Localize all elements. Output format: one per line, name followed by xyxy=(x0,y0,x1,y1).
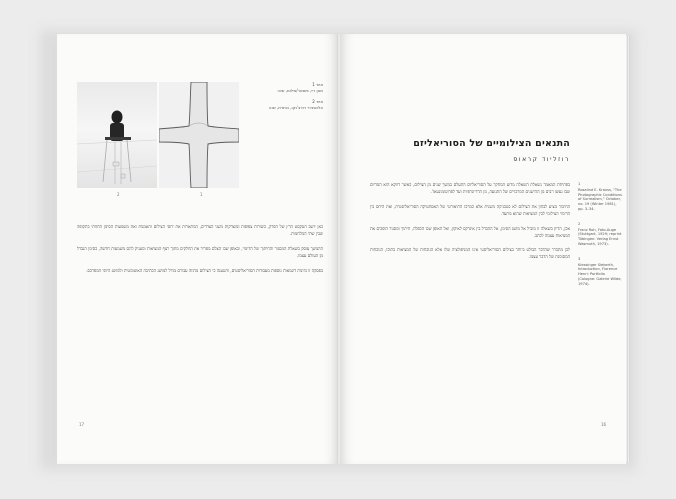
page-number: 17 xyxy=(79,422,85,427)
figure-captions xyxy=(253,82,323,116)
body-paragraph: כאן יושב הטקסט הרץ של הפרק, בשורות צפופות ומוצדקות משני הצדדים, המתארות את יחסי הצילום והאמנות ואת משמעות הסימן החזותי בתקופה שבין שתי המלחמות. xyxy=(77,224,323,236)
caption-number: איור 2 xyxy=(312,99,323,104)
note-text: Franz Roh, Foto-Auge (Stuttgart, 1929; reprint Tübingen: Verlag Ernst Wasmuth, 1973). xyxy=(578,227,622,246)
page-number: 16 xyxy=(601,422,607,427)
body-paragraph: החיבור מציע לבחון את הצילום לא כטכניקה משנית אלא כמרכז התיאורטי של האסתטיקה הסוריאליסטית, ואת היחס בין הדימוי הצילומי לבין המציאות שהוא מתעד. xyxy=(370,203,570,216)
note-text: Kiessinger Sieberth, Introduction, Florence Henri: Portfolio (Cologne: Galerie Wilde, 1974). xyxy=(578,262,622,286)
open-book xyxy=(57,34,626,464)
left-page xyxy=(57,34,338,464)
photo-label: 2 xyxy=(117,192,120,197)
side-note xyxy=(578,257,622,287)
photo-cross-silhouette xyxy=(159,82,239,188)
caption-number: איור 1 xyxy=(312,82,323,87)
body-paragraph: בפתיחת המאמר נשאלת השאלה מדוע המחקר על הסוריאליזם התעלם במשך שנים מן הצילום, כאשר דווקא הוא המדיום שבו נעשו רבים מן ההישגים המרכזיים של התנועה, מן הרדיוגרפיות ועד לפרוטומונטאז'. xyxy=(370,182,570,194)
side-notes xyxy=(578,182,622,297)
body-paragraph: בפסקה זו נדונות דוגמאות נוספות מעבודות הסוריאליסטים, והטענה כי הצילום מהווה עבורם מודל למושג הכתיבה האוטומטית ולמושג היופי המפרכס. xyxy=(86,267,323,273)
note-number: 1 xyxy=(578,182,581,186)
side-note xyxy=(578,222,622,247)
right-page xyxy=(340,34,626,464)
note-text: Rosalind E. Krauss, "The Photographic Conditions of Surrealism," October, no. 19 (Winter 1981), pp. 3–34. xyxy=(578,187,622,211)
body-paragraph: אכן, הדיון בשאלה זו מוביל אל מושג הסימן, אל ההבדל בין אינדקס לאיקון, ואל האופן שבו הכפלה, חיתוך ומסגור הופכים את המציאות עצמה לכתב. xyxy=(370,225,570,238)
photo-label: 1 xyxy=(200,192,203,197)
left-body-text xyxy=(77,224,323,279)
caption-text: אלכסנדר רודצ'נקו, כותרת, שנה xyxy=(268,105,323,110)
page-edge xyxy=(626,36,630,462)
side-note xyxy=(578,182,622,212)
body-paragraph: לכן מתברר שהדבר הבולט ביותר בצילום הסוריאליסטי אינו המניפולציה שלו אלא הנוכחות של המציאות בתוכו, הנוכחות המסומנת של הדבר עצמו. xyxy=(370,247,570,260)
article-author: רוזליוד קראוס xyxy=(513,156,570,163)
body-paragraph: ההמשך עוסק בשאלת המסגור והחיתוך של הדימוי, ובאופן שבו הצלם מפריד את החלקים מתוך רצף המציאות ומעניק להם משמעות חדשה, כסימן הנבדל מן העולם עצמו. xyxy=(77,245,323,258)
article-title: התנאים הצילומיים של הסוריאליזם xyxy=(413,138,570,149)
caption-text: מאן ריי, פוסטר/צילום, שנה xyxy=(277,88,323,93)
note-number: 2 xyxy=(578,221,581,226)
right-body-text xyxy=(370,182,570,265)
photo-person-seated-at-table xyxy=(77,82,157,188)
note-number: 3 xyxy=(578,256,581,261)
